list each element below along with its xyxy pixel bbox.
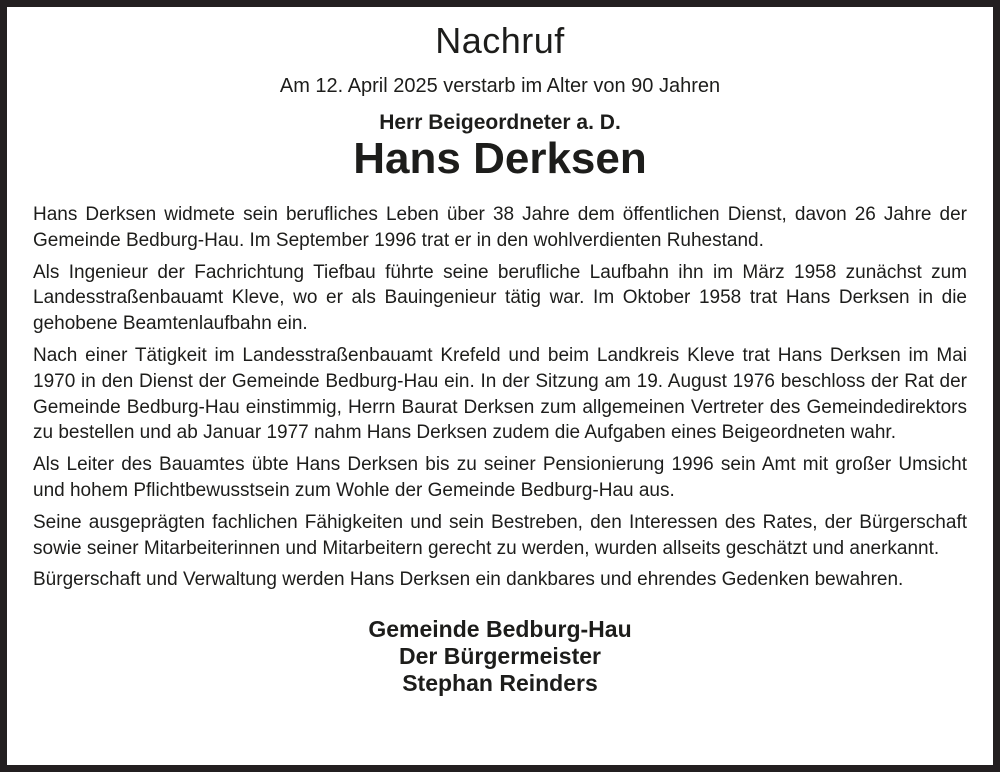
notice-header — [33, 21, 967, 182]
paragraph-building-office: Als Leiter des Bauamtes übte Hans Derksen bis zu seiner Pensionierung 1996 sein Amt mit großer Umsicht und hohem Pflichtbewusstsein zum Wohle der Gemeinde Bedburg-Hau aus. — [33, 454, 967, 501]
paragraph-appreciation: Seine ausgeprägten fachlichen Fähigkeiten und sein Bestreben, den Interessen des Rates, der Bürgerschaft sowie seiner Mitarbeiterinnen und Mitarbeitern gerecht zu werden, wurden allseits geschätzt und anerkannt. — [33, 511, 967, 559]
paragraph-municipal-service: Nach einer Tätigkeit im Landesstraßenbauamt Krefeld und beim Landkreis Kleve trat Hans Derksen im Mai 1970 in den Dienst der Gemeinde Bedburg-Hau ein. In der Sitzung am 19. August 1976 beschloss der Rat der Gemeinde Bedburg-Hau einstimmig, Herrn Baurat Derksen zum allgemeinen Vertreter des Gemeindedirektors zu bestellen und ab Januar 1977 nahm Hans Derksen zudem die Aufgaben eines Beigeordneten wahr. — [33, 344, 967, 444]
death-announcement-line: Am 12. April 2025 verstarb im Alter von 90 Jahren — [279, 75, 721, 97]
notice-title: Nachruf — [435, 20, 565, 61]
signature-line-office: Der Bürgermeister — [399, 643, 601, 670]
obituary-body — [33, 202, 967, 593]
signature-line-municipality: Gemeinde Bedburg-Hau — [368, 616, 632, 643]
signature-block — [33, 616, 967, 697]
honorific-title: Herr Beigeordneter a. D. — [379, 111, 621, 134]
paragraph-career-overview: Hans Derksen widmete sein berufliches Leben über 38 Jahre dem öffentlichen Dienst, davon 26 Jahre der Gemeinde Bedburg-Hau. Im September 1996 trat er in den wohlverdienten Ruhestand. — [33, 204, 967, 251]
paragraph-early-career: Als Ingenieur der Fachrichtung Tiefbau führte seine berufliche Laufbahn ihn im März 1958 zunächst zum Landesstraßenbauamt Kleve, wo er als Bauingenieur tätig war. Im Oktober 1958 trat Hans Derksen in die gehobene Beamtenlaufbahn ein. — [33, 261, 967, 335]
signature-line-mayor-name: Stephan Reinders — [402, 670, 598, 697]
paragraph-remembrance: Bürgerschaft und Verwaltung werden Hans Derksen ein dankbares und ehrendes Gedenken bewahren. — [33, 569, 904, 591]
deceased-name: Hans Derksen — [353, 134, 647, 183]
